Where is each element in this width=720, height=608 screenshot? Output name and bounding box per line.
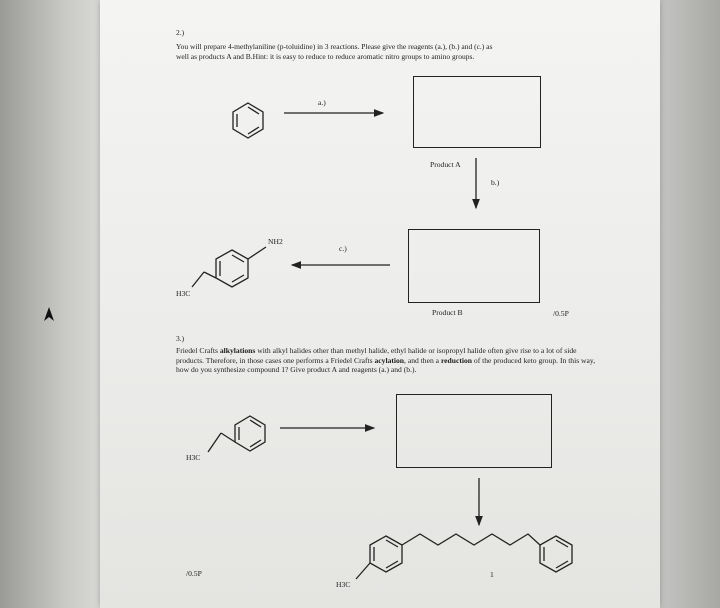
compound-1-structure (356, 534, 572, 579)
q3-bold-reduction: reduction (440, 355, 473, 365)
question-3-number: 3.) (176, 334, 185, 343)
amino-group-label: NH2 (268, 237, 283, 246)
product-b-label: Product B (432, 308, 463, 317)
product-a-label: Product A (430, 160, 461, 169)
reagent-a-label: a.) (318, 98, 326, 107)
reagent-c-label: c.) (339, 244, 347, 253)
question-2-instruction-line-2: well as products A and B.Hint: it is easy to reduce to reduce aromatic nitro groups to amino groups. (176, 52, 475, 61)
reagent-b-label: b.) (491, 178, 500, 187)
compound-1-methyl-label: H3C (336, 580, 351, 589)
question-2-instruction-line-1: You will prepare 4-methylaniline (p-toluidine) in 3 reactions. Please give the reagents (a.), (b.) and (c.) as (176, 42, 493, 51)
compound-1-label: 1 (490, 570, 494, 579)
q3-text-part-3: , and then a (404, 355, 441, 365)
q3-text-part-2: with alkyl halides other than methyl halide, ethyl halide or isopropyl halide often give rise to a lot of side products. Therefore, in those cases one performs a Friedel Crafts (176, 346, 577, 365)
q3-bold-alkylations: alkylations (219, 346, 256, 355)
mouse-cursor-icon (42, 306, 56, 324)
question-2-number: 2.) (176, 28, 185, 37)
benzene-structure (233, 103, 263, 138)
q3-text-part-1: Friedel Crafts (176, 346, 220, 355)
q3-bold-acylation: acylation (374, 355, 405, 365)
q3-methyl-label: H3C (186, 453, 201, 462)
methyl-group-label: H3C (176, 289, 191, 298)
q3-text-part-4: of the produced keto group. In this way, how do you synthesize compound 1? Give product A and reagents (a.) and (b.). (176, 355, 596, 375)
p-toluidine-structure (192, 247, 266, 287)
toluene-structure (208, 416, 265, 452)
question-2-points: /0.5P (553, 309, 569, 318)
question-3-points: /0.5P (186, 569, 202, 578)
